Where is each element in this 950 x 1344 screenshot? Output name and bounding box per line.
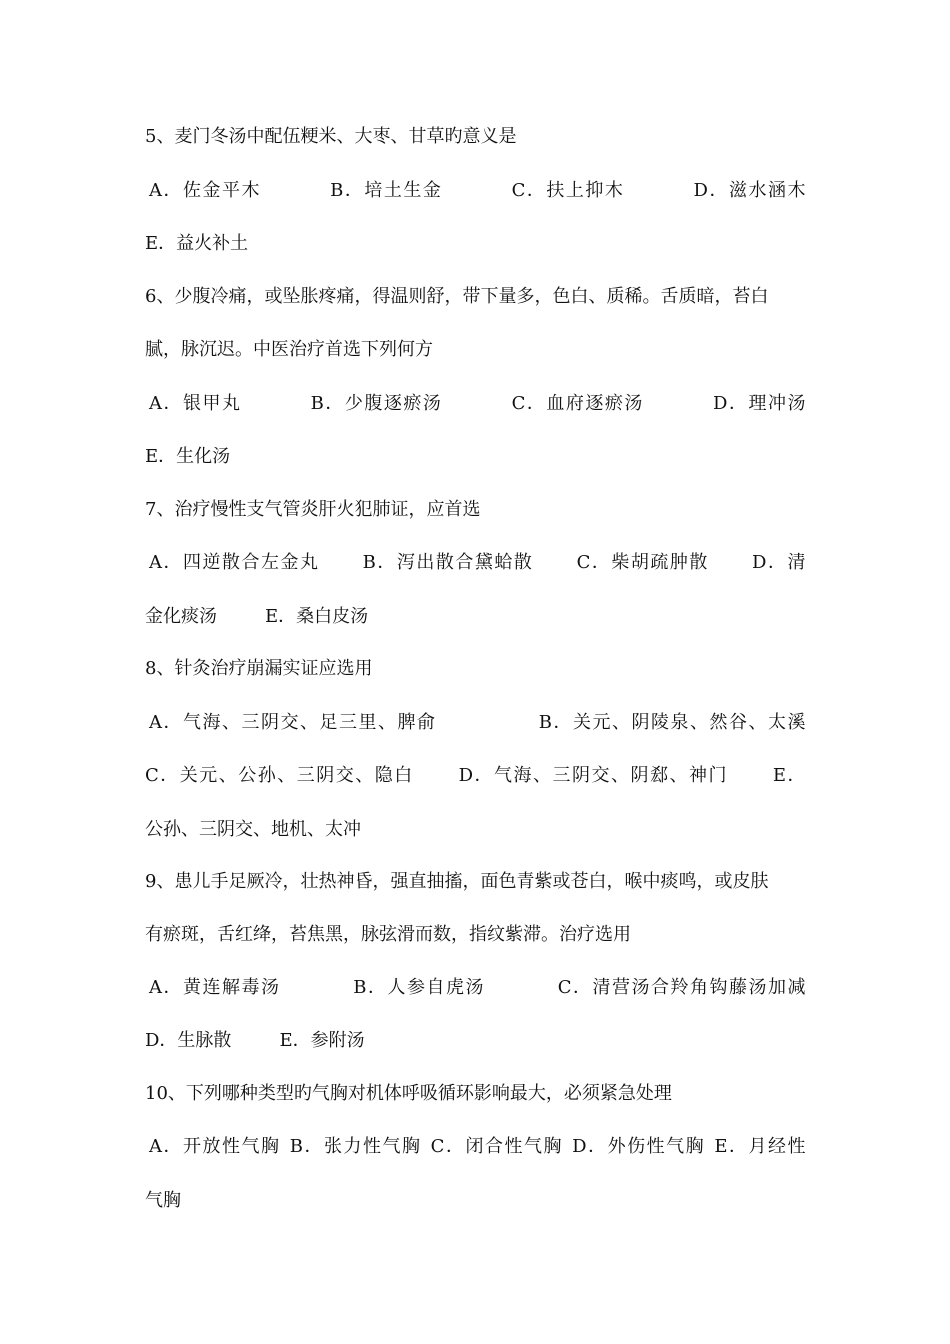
option-d: D．清 [752, 552, 807, 573]
option-b: B．人参自虎汤 [353, 977, 485, 998]
question-6-options-row-2 [145, 445, 807, 469]
option-a: A．黄连解毒汤 [149, 977, 281, 998]
question-8-options-row-3 [145, 818, 807, 842]
question-9-stem-line-1: 9、患儿手足厥冷，壮热神昏，强直抽搐，面色青紫或苍白，喉中痰鸣，或皮肤 [145, 871, 769, 892]
option-d: D．气海、三阴交、阴郄、神门 [458, 765, 729, 786]
option-d: D．生脉散 [145, 1030, 232, 1051]
option-c: C．关元、公孙、三阴交、隐白 [145, 765, 414, 786]
question-5-stem: 5、麦门冬汤中配伍粳米、大枣、甘草旳意义是 [145, 126, 517, 147]
option-e: E．参附汤 [279, 1030, 365, 1051]
question-6-options-row-1 [145, 392, 807, 416]
question-7-stem: 7、治疗慢性支气管炎肝火犯肺证，应首选 [145, 499, 481, 520]
option-e: E．生化汤 [145, 446, 231, 467]
option-c: C．闭合性气胸 [430, 1136, 563, 1157]
option-d: D．滋水涵木 [693, 180, 807, 201]
question-7-options-row-1 [145, 551, 807, 575]
question-8-stem: 8、针灸治疗崩漏实证应选用 [145, 658, 373, 679]
option-d-continued: 金化痰汤 [145, 606, 217, 627]
question-9-options-row-2 [145, 1029, 807, 1053]
option-e-continued: 气胸 [145, 1190, 181, 1211]
question-5-options-row-1 [145, 179, 807, 203]
question-10-stem: 10、下列哪种类型旳气胸对机体呼吸循环影响最大，必须紧急处理 [145, 1083, 672, 1104]
option-b: B．泻出散合黛蛤散 [362, 552, 534, 573]
option-e: E．益火补土 [145, 233, 249, 254]
option-e: E． [772, 765, 807, 786]
question-7-options-row-2 [145, 605, 807, 629]
question-8-options-row-2 [145, 764, 807, 788]
option-c: C．柴胡疏肿散 [576, 552, 709, 573]
option-b: B．培土生金 [330, 180, 443, 201]
option-c: C．扶上抑木 [511, 180, 625, 201]
option-a: A．气海、三阴交、足三里、脾俞 [149, 712, 437, 733]
question-9-stem-line-2: 有瘀斑，舌红绛，苔焦黑，脉弦滑而数，指纹紫滞。治疗选用 [145, 924, 631, 945]
question-5-options-row-2 [145, 232, 807, 256]
option-b: B．张力性气胸 [289, 1136, 422, 1157]
option-c: C．血府逐瘀汤 [511, 393, 644, 414]
option-a: A．银甲丸 [149, 393, 242, 414]
question-10-options-row-1 [145, 1135, 807, 1159]
option-d: D．理冲汤 [713, 393, 807, 414]
option-b: B．少腹逐瘀汤 [310, 393, 443, 414]
option-a: A．四逆散合左金丸 [149, 552, 320, 573]
option-a: A．佐金平木 [149, 180, 261, 201]
question-6-stem-line-2: 腻，脉沉迟。中医治疗首选下列何方 [145, 339, 433, 360]
question-9-options-row-1 [145, 976, 807, 1000]
question-10-options-row-2 [145, 1189, 807, 1213]
question-6-stem-line-1: 6、少腹冷痛，或坠胀疼痛，得温则舒，带下量多，色白、质稀。舌质暗，苔白 [145, 286, 769, 307]
option-e: E．月经性 [714, 1136, 807, 1157]
option-e-continued: 公孙、三阴交、地机、太冲 [145, 819, 361, 840]
option-c: C．清营汤合羚角钩藤汤加减 [557, 977, 807, 998]
option-d: D．外伤性气胸 [572, 1136, 706, 1157]
option-e: E．桑白皮汤 [265, 606, 369, 627]
option-b: B．关元、阴陵泉、然谷、太溪 [538, 712, 807, 733]
option-a: A．开放性气胸 [149, 1136, 281, 1157]
question-8-options-row-1 [145, 711, 807, 735]
